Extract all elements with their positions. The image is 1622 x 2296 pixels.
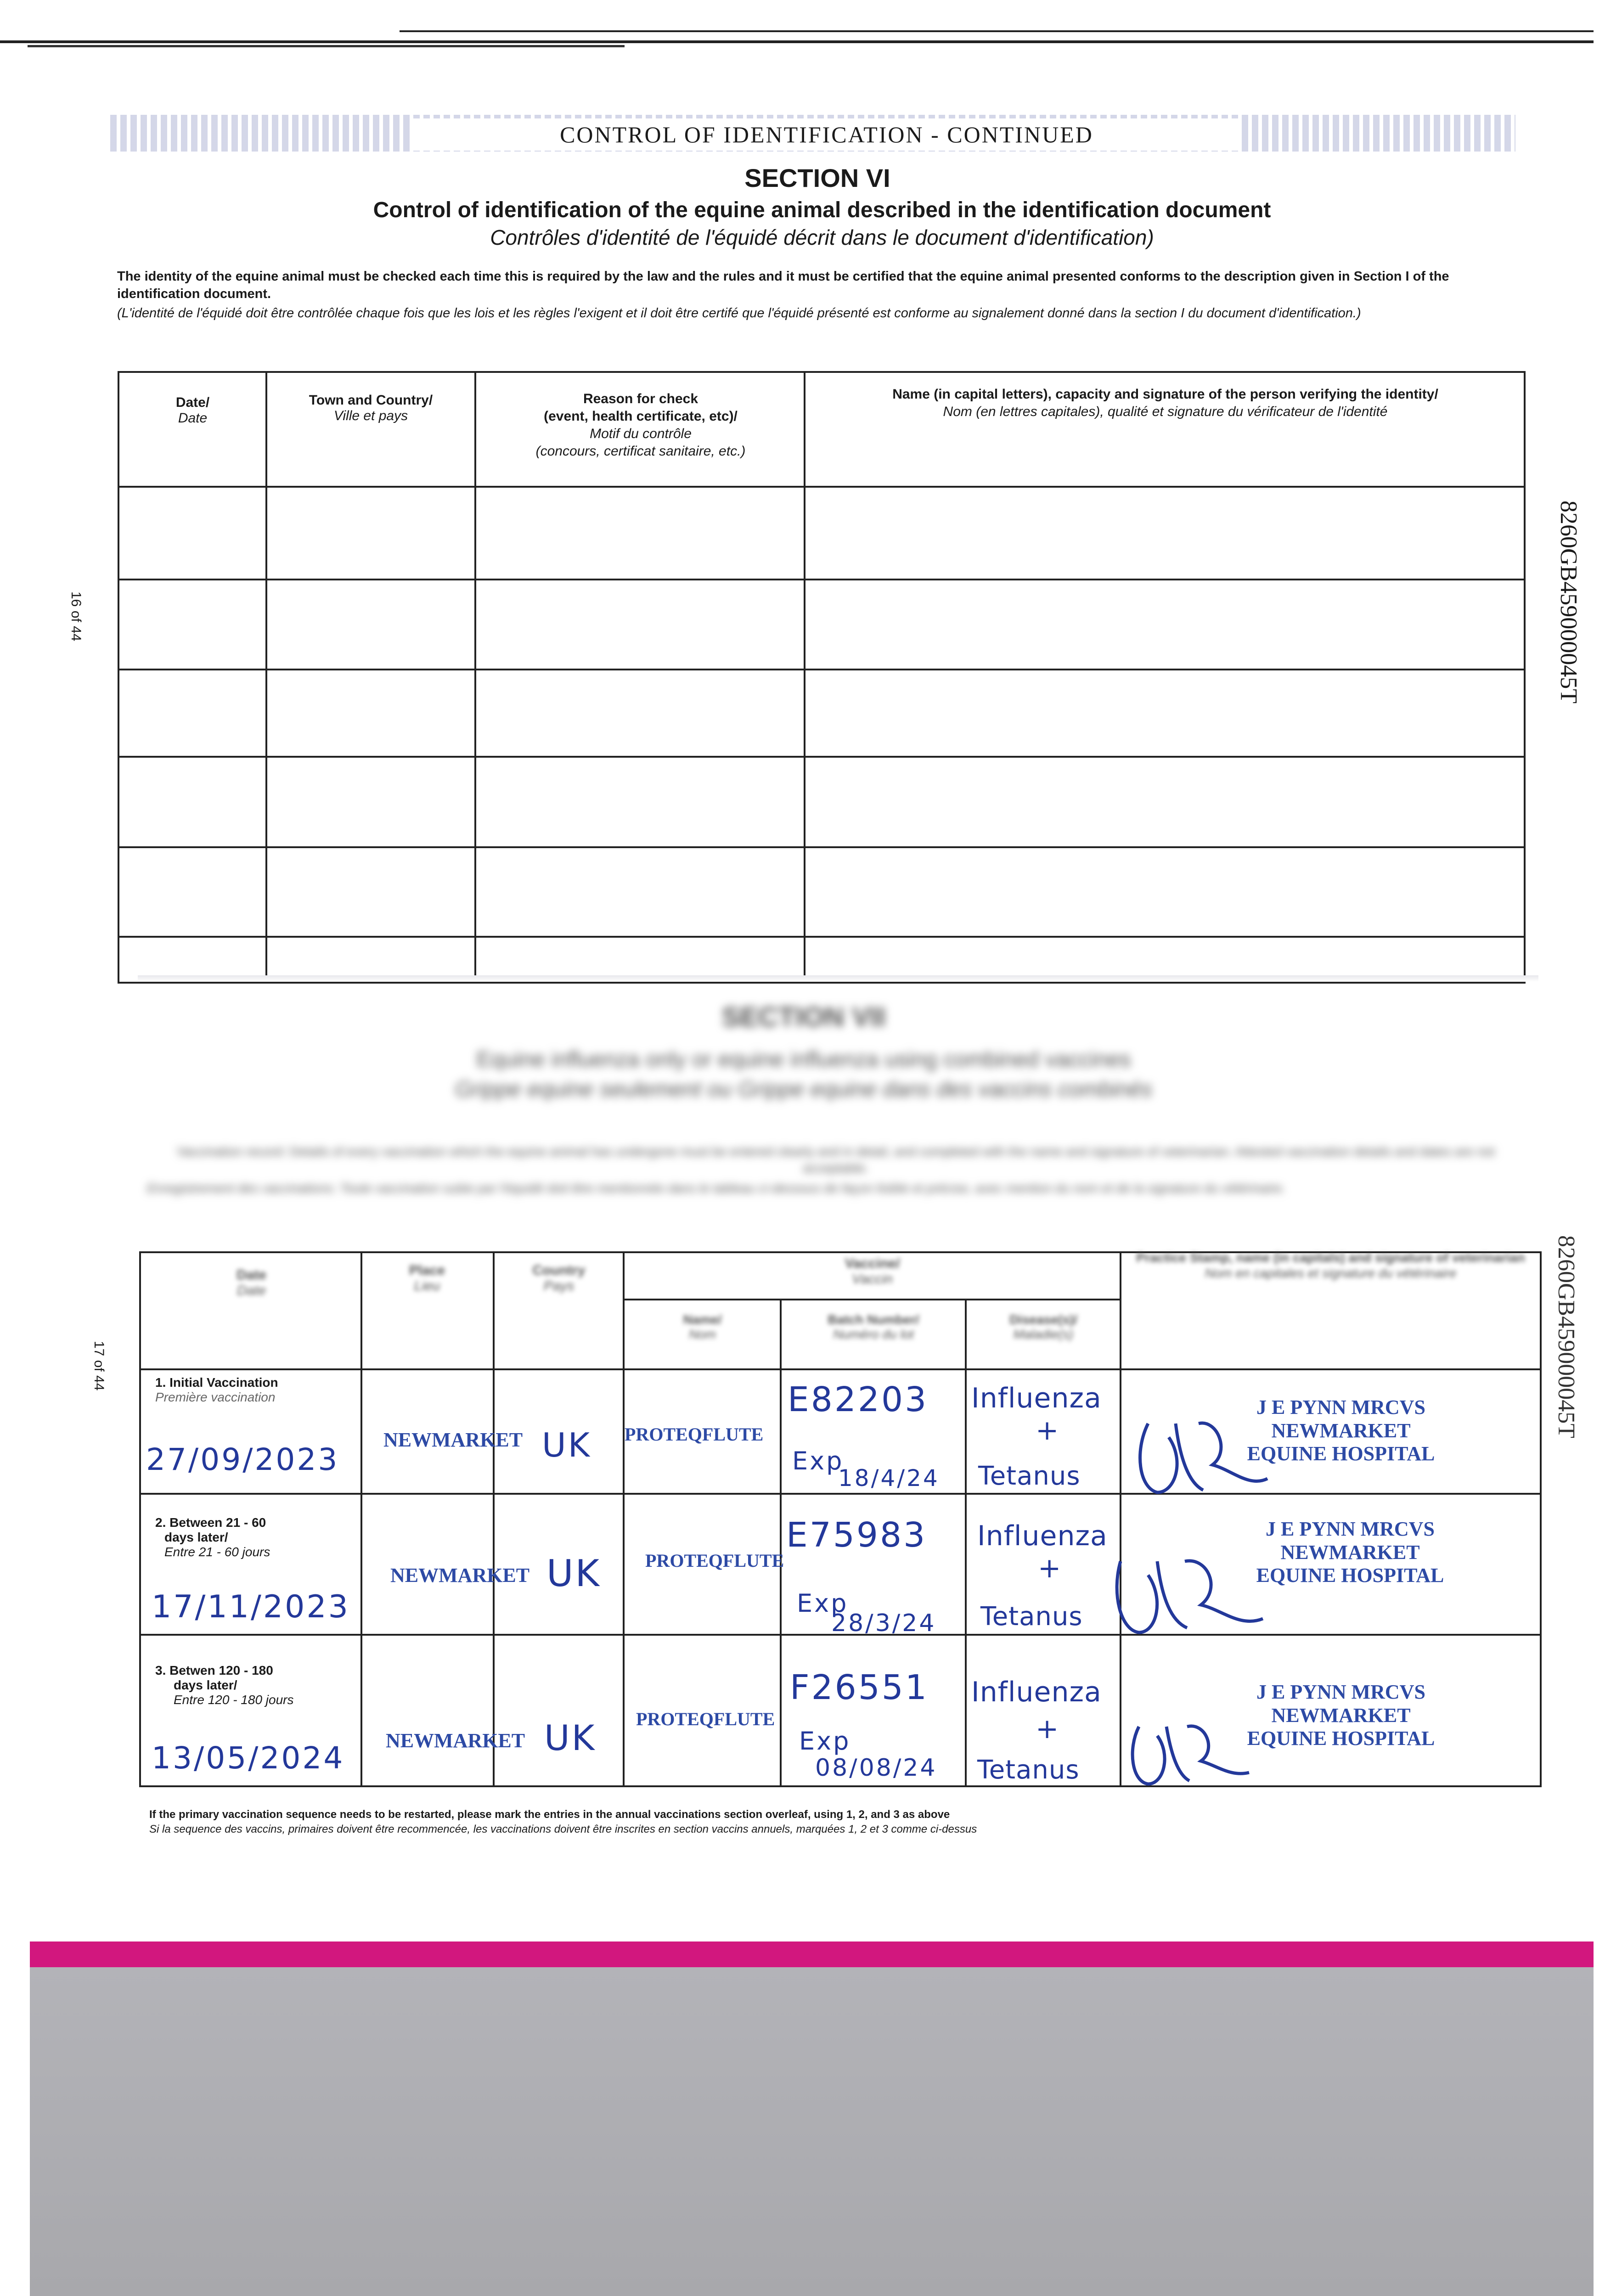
vaccine-country: UK [546, 1552, 602, 1595]
footnote: If the primary vaccination sequence needs to be restarted, please mark the entries in the annual vaccinations section overleaf, using 1, 2, and 3 as above [149, 1808, 950, 1821]
section-vii-title: SECTION VII [721, 1002, 886, 1032]
vaccine-exp-label: Exp [792, 1446, 844, 1475]
vet-stamp: J E PYNN MRCVS NEWMARKET EQUINE HOSPITAL [1256, 1518, 1444, 1587]
vaccine-exp-date: 28/3/24 [831, 1609, 936, 1637]
vaccine-col-country: Country Pays [532, 1263, 586, 1294]
vaccine-disease-plus: + [1038, 1552, 1063, 1584]
vaccine-disease-2: Tetanus [978, 1461, 1081, 1491]
vaccine-batch: E75983 [786, 1515, 927, 1555]
vaccine-place: NEWMARKET [390, 1564, 530, 1587]
vet-stamp: J E PYNN MRCVS NEWMARKET EQUINE HOSPITAL [1247, 1396, 1435, 1465]
vaccine-col-disease: Disease(s)/ Maladie(s) [1009, 1312, 1077, 1341]
magenta-band [30, 1941, 1594, 1967]
vaccine-disease-plus: + [1036, 1414, 1061, 1446]
side-code-upper: 8260GB459000045T [1555, 501, 1582, 703]
vaccine-col-batch: Batch Number/ Numéro du lot [828, 1312, 919, 1341]
vaccine-country: UK [542, 1426, 591, 1464]
vaccine-disease: Influenza [971, 1382, 1102, 1414]
vaccine-exp-label: Exp [797, 1589, 849, 1618]
side-code-lower: 8260GB459000045T [1553, 1235, 1579, 1438]
vaccine-date: 17/11/2023 [152, 1589, 350, 1625]
vaccine-place: NEWMARKET [386, 1729, 525, 1752]
col-date-header: Date/ Date [175, 395, 210, 426]
intro-text-fr: (L'identité de l'équidé doit être contrôlée chaque fois que les lois et les règles l'exigent et il doit être certifé que l'équidé présenté est conforme au signalement donné dans la section I du document d'identification.) [117, 306, 1361, 321]
vaccine-name: PROTEQFLUTE [645, 1550, 784, 1571]
vaccine-date: 27/09/2023 [146, 1442, 339, 1477]
col-reason-header: Reason for check (event, health certificate, etc)/ Motif du contrôle (concours, certificat sanitaire, etc.) [535, 391, 746, 459]
section-vii-heading: Equine influenza only or equine influenza using combined vaccines [476, 1047, 1131, 1072]
vaccine-col-name: Name/ Nom [683, 1312, 722, 1341]
vaccine-col-date: Date Date [236, 1267, 267, 1298]
banner-title: CONTROL OF IDENTIFICATION - CONTINUED [413, 118, 1240, 151]
section-title: SECTION VI [744, 163, 890, 192]
vaccine-name: PROTEQFLUTE [625, 1424, 764, 1445]
vaccine-place: NEWMARKET [383, 1429, 523, 1451]
footnote-fr: Si la sequence des vaccins, primaires doivent être recommencée, les vaccinations doivent être inscrites en section vaccins annuels, marquées 1, 2 et 3 comme ci-dessus [149, 1823, 977, 1835]
vaccine-disease: Influenza [977, 1520, 1108, 1552]
vaccination-record-note: Vaccination record: Details of every vaccination which the equine animal has undergone must be entered clearly and in detail, and completed with the name and signature of veterinarian. Attested vaccination details and dates are not acceptable. [177, 1144, 1495, 1175]
vaccine-batch: E82203 [788, 1380, 929, 1419]
vaccine-row-label: 2. Between 21 - 60 days later/ Entre 21 - 60 jours [155, 1515, 270, 1559]
page-heading: Control of identification of the equine animal described in the identification document [373, 198, 1271, 222]
vaccine-exp-label: Exp [799, 1727, 851, 1756]
section-vii-heading-fr: Grippe equine seulement ou Grippe equine dans des vaccins combinés [455, 1077, 1153, 1102]
col-name-header: Name (in capital letters), capacity and signature of the person verifying the identity/ Nom (en lettres capitales), qualité et signature du vérificateur de l'identité [892, 387, 1438, 419]
vaccine-disease-2: Tetanus [980, 1602, 1083, 1632]
vaccine-col-place: Place Lieu [409, 1263, 445, 1294]
vaccine-row-label: 1. Initial Vaccination Première vaccination [155, 1375, 278, 1404]
col-town-header: Town and Country/ Ville et pays [309, 393, 433, 423]
grey-band [30, 1967, 1594, 2296]
vaccine-disease: Influenza [971, 1676, 1102, 1708]
vaccine-exp-date: 08/08/24 [815, 1754, 937, 1782]
vaccine-batch: F26551 [790, 1668, 929, 1707]
vaccine-country: UK [544, 1717, 597, 1758]
vaccine-disease-2: Tetanus [977, 1755, 1080, 1785]
vaccine-exp-date: 18/4/24 [838, 1465, 940, 1491]
page-heading-fr: Contrôles d'identité de l'équidé décrit dans le document d'identification) [490, 225, 1154, 249]
page-number-upper: 16 of 44 [68, 591, 84, 642]
vaccine-col-vet: Practice Stamp, name (in capitals) and signature of veterinarian Nom en capitales et signature du vétérinaire [1136, 1250, 1525, 1280]
vaccine-date: 13/05/2024 [152, 1740, 345, 1776]
vaccine-row-label: 3. Betwen 120 - 180 days later/ Entre 120 - 180 jours [155, 1663, 294, 1707]
vet-stamp: J E PYNN MRCVS NEWMARKET EQUINE HOSPITAL [1247, 1681, 1435, 1750]
vaccine-name: PROTEQFLUTE [636, 1709, 775, 1729]
vaccination-record-note-fr: Enregistrement des vaccinations: Toute vaccination subie par l'équidé doit être mentionnée dans le tableau ci-dessous de façon lisible et précise, avec mention du nom et de la signature du vétérinaire. [147, 1181, 1286, 1195]
intro-text: The identity of the equine animal must be checked each time this is required by the law and the rules and it must be certified that the equine animal presented conforms to the description given in Section I of the identification document. [117, 269, 1449, 301]
vaccine-disease-plus: + [1036, 1713, 1061, 1745]
page-number-lower: 17 of 44 [91, 1341, 107, 1391]
vaccine-col-vaccine: Vaccine/ Vaccin [845, 1256, 900, 1287]
